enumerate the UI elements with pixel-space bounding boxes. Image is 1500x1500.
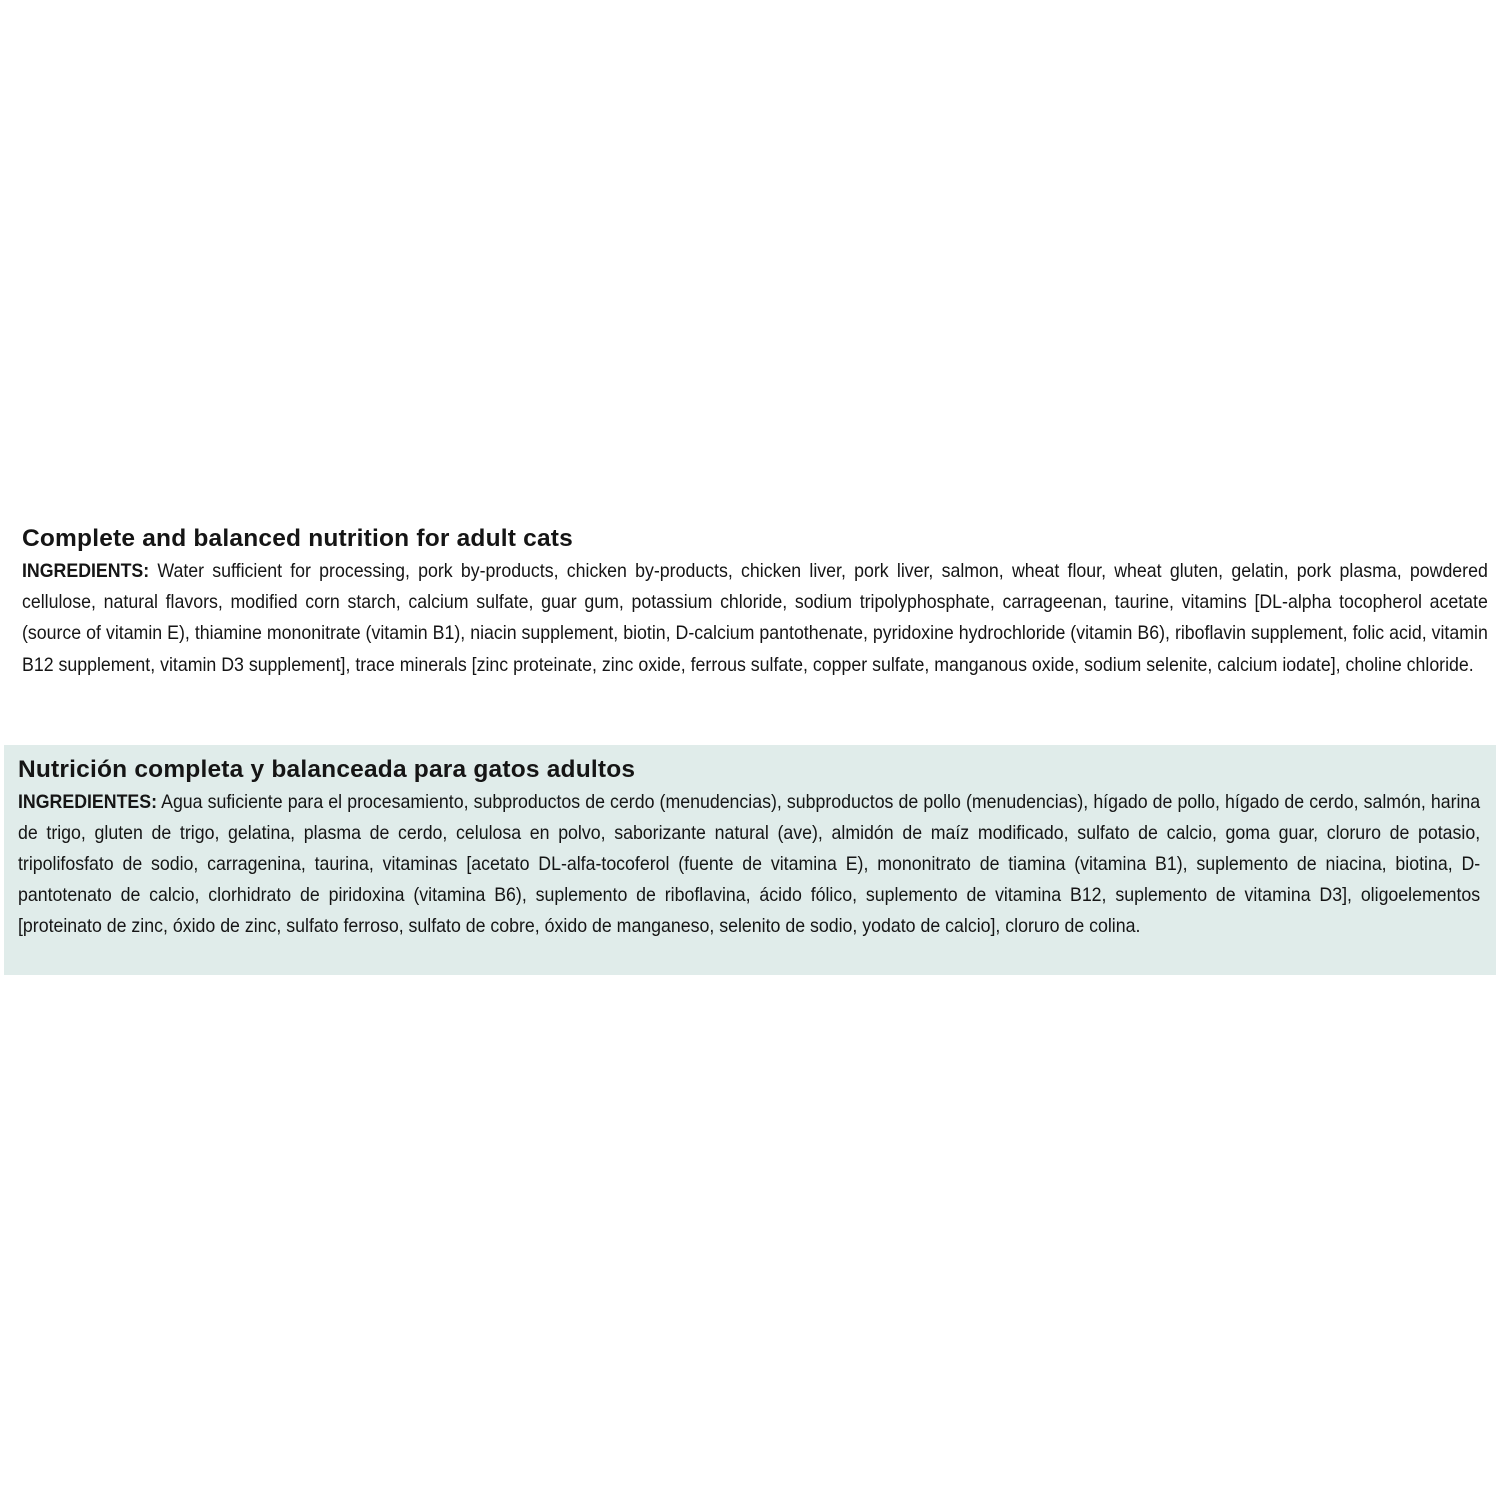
spanish-heading: Nutrición completa y balanceada para gatos adultos: [18, 756, 636, 783]
spanish-ingredients-label: INGREDIENTES:: [18, 791, 157, 813]
english-ingredients-section: [0, 522, 1500, 722]
english-heading: Complete and balanced nutrition for adult cats: [22, 525, 573, 552]
english-ingredients-paragraph: [22, 556, 1488, 681]
spanish-ingredients-text: Agua suficiente para el procesamiento, subproductos de cerdo (menudencias), subproductos de pollo (menudencias), hígado de pollo, hígado de cerdo, salmón, harina de trigo, gluten de trigo, gelatina, plasma de cerdo, celulosa en polvo, saborizante natural (ave), almidón de maíz modificado, sulfato de calcio, goma guar, cloruro de potasio, tripolifosfato de sodio, carragenina, taurina, vitaminas [acetato DL-alfa-tocoferol (fuente de vitamina E), mononitrato de tiamina (vitamina B1), suplemento de niacina, biotina, D-pantotenato de calcio, clorhidrato de piridoxina (vitamina B6), suplemento de riboflavina, ácido fólico, suplemento de vitamina B12, suplemento de vitamina D3], oligoelementos [proteinato de zinc, óxido de zinc, sulfato ferroso, sulfato de cobre, óxido de manganeso, selenito de sodio, yodato de calcio], cloruro de colina.: [18, 791, 1481, 937]
spanish-ingredients-section: [4, 745, 1496, 975]
english-ingredients-text: Water sufficient for processing, pork by-products, chicken by-products, chicken liver, pork liver, salmon, wheat flour, wheat gluten, gelatin, pork plasma, powdered cellulose, natural flavors, modified corn starch, calcium sulfate, guar gum, potassium chloride, sodium tripolyphosphate, carrageenan, taurine, vitamins [DL-alpha tocopherol acetate (source of vitamin E), thiamine mononitrate (vitamin B1), niacin supplement, biotin, D-calcium pantothenate, pyridoxine hydrochloride (vitamin B6), riboflavin supplement, folic acid, vitamin B12 supplement, vitamin D3 supplement], trace minerals [zinc proteinate, zinc oxide, ferrous sulfate, copper sulfate, manganous oxide, sodium selenite, calcium iodate], choline chloride.: [22, 560, 1488, 676]
spanish-ingredients-paragraph: [18, 787, 1480, 942]
english-ingredients-label: INGREDIENTS:: [22, 560, 150, 582]
